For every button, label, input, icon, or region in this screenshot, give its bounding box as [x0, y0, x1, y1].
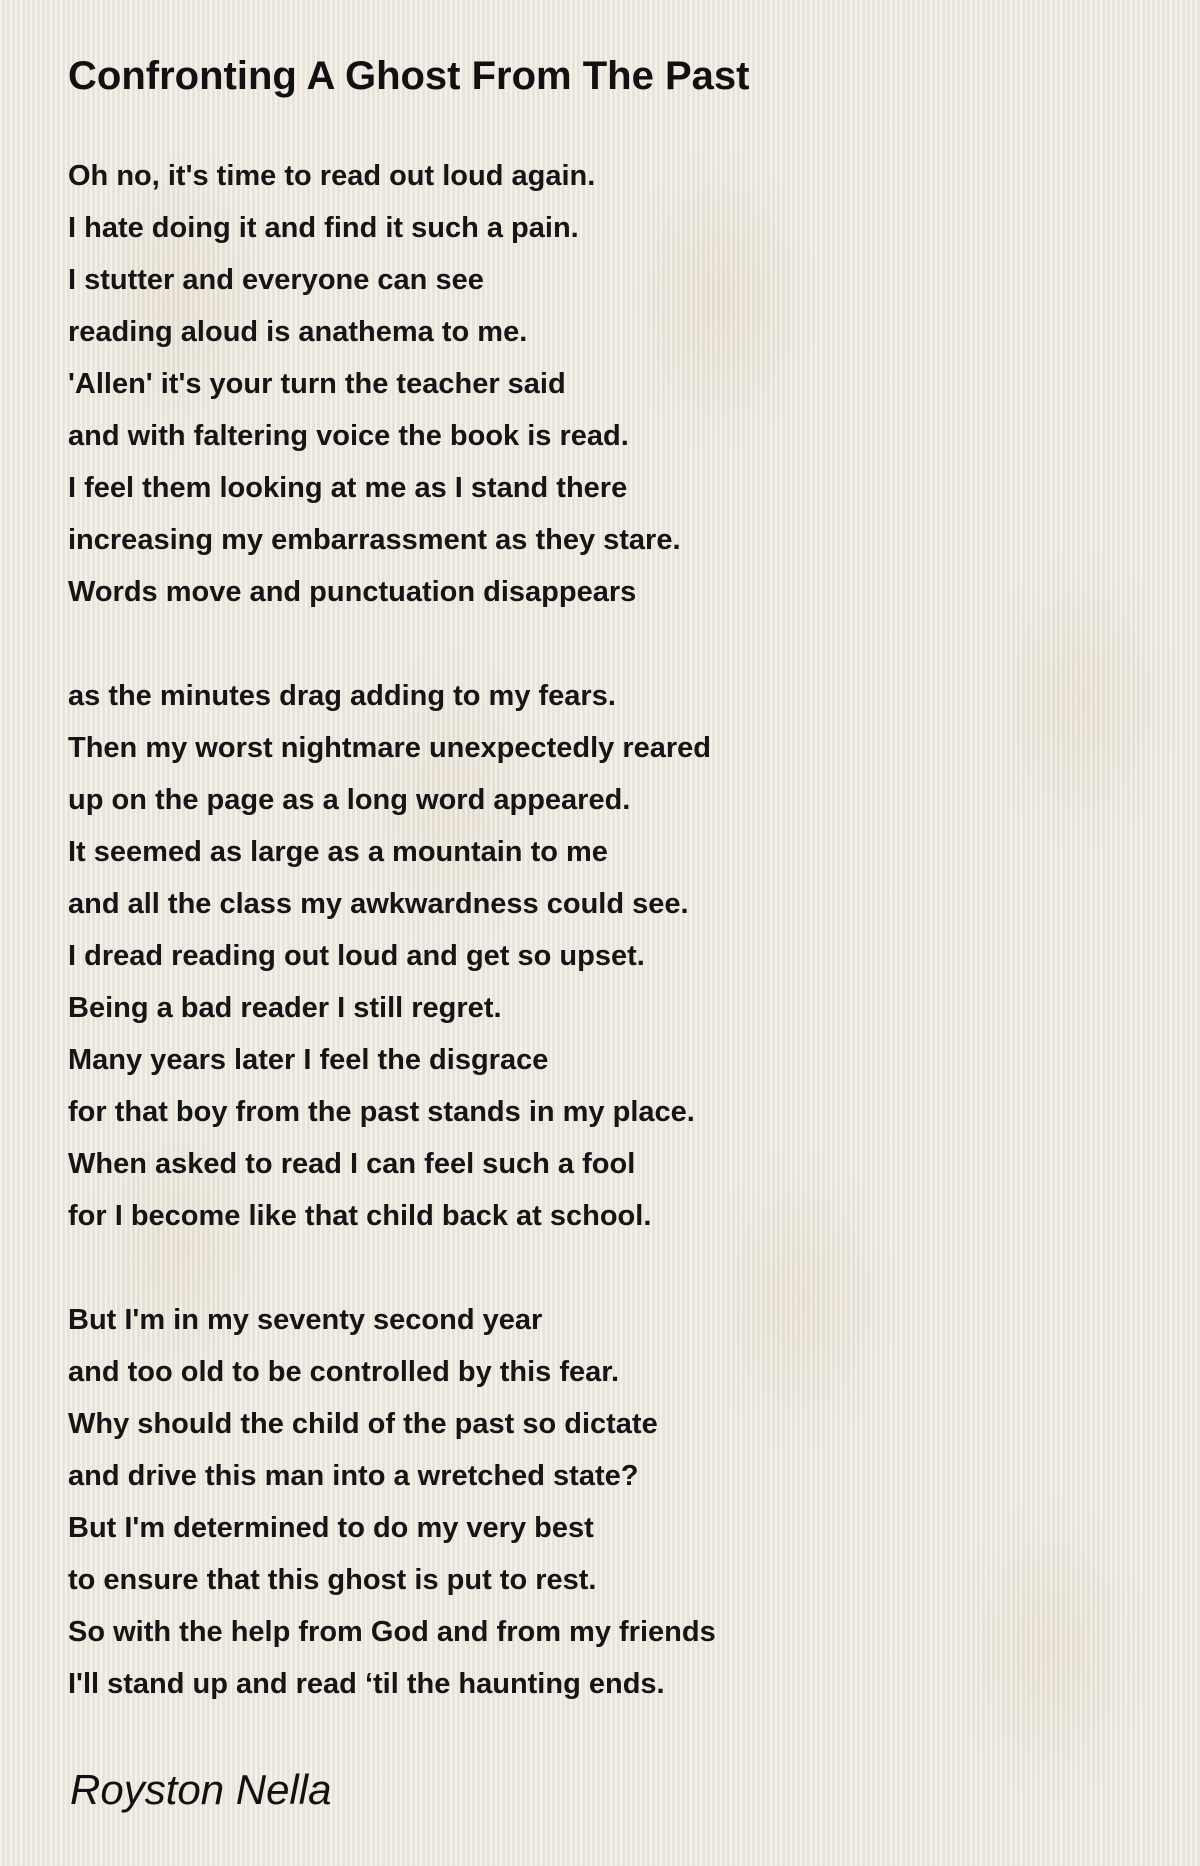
- poem-line: and drive this man into a wretched state?: [68, 1460, 639, 1492]
- poem-title: Confronting A Ghost From The Past: [68, 54, 750, 98]
- poem-line: When asked to read I can feel such a fool: [68, 1148, 636, 1180]
- poem-line: to ensure that this ghost is put to rest.: [68, 1564, 597, 1596]
- poem-line: Oh no, it's time to read out loud again.: [68, 160, 596, 192]
- poem-line: for I become like that child back at school.: [68, 1200, 652, 1232]
- stanza-3: [68, 1294, 716, 1710]
- poem-author: Royston Nella: [70, 1766, 332, 1813]
- poem-line: reading aloud is anathema to me.: [68, 316, 528, 348]
- poem-line: for that boy from the past stands in my place.: [68, 1096, 695, 1128]
- poem-line: up on the page as a long word appeared.: [68, 784, 631, 816]
- poem-body: [68, 150, 716, 1762]
- poem-line: and too old to be controlled by this fear.: [68, 1356, 620, 1388]
- poem-line: increasing my embarrassment as they stare.: [68, 524, 681, 556]
- poem-line: I dread reading out loud and get so upset.: [68, 940, 645, 972]
- poem-line: It seemed as large as a mountain to me: [68, 836, 608, 868]
- poem-line: I'll stand up and read ‘til the haunting ends.: [68, 1668, 665, 1700]
- poem-line: Being a bad reader I still regret.: [68, 992, 502, 1024]
- poem-line: as the minutes drag adding to my fears.: [68, 680, 616, 712]
- poem-line: and with faltering voice the book is read.: [68, 420, 629, 452]
- poem-line: Then my worst nightmare unexpectedly reared: [68, 732, 712, 764]
- poem-line: Many years later I feel the disgrace: [68, 1044, 549, 1076]
- poem-line: So with the help from God and from my friends: [68, 1616, 716, 1648]
- poem-line: 'Allen' it's your turn the teacher said: [68, 368, 566, 400]
- stanza-1: [68, 150, 716, 618]
- poem-line: I feel them looking at me as I stand there: [68, 472, 628, 504]
- poem-line: Why should the child of the past so dictate: [68, 1408, 658, 1440]
- poem-line: But I'm in my seventy second year: [68, 1304, 543, 1336]
- poem-line: and all the class my awkwardness could see.: [68, 888, 689, 920]
- poem-line: But I'm determined to do my very best: [68, 1512, 594, 1544]
- poem-line: I stutter and everyone can see: [68, 264, 484, 296]
- poem-line: I hate doing it and find it such a pain.: [68, 212, 579, 244]
- stanza-2: [68, 670, 716, 1242]
- poem-line: Words move and punctuation disappears: [68, 576, 637, 608]
